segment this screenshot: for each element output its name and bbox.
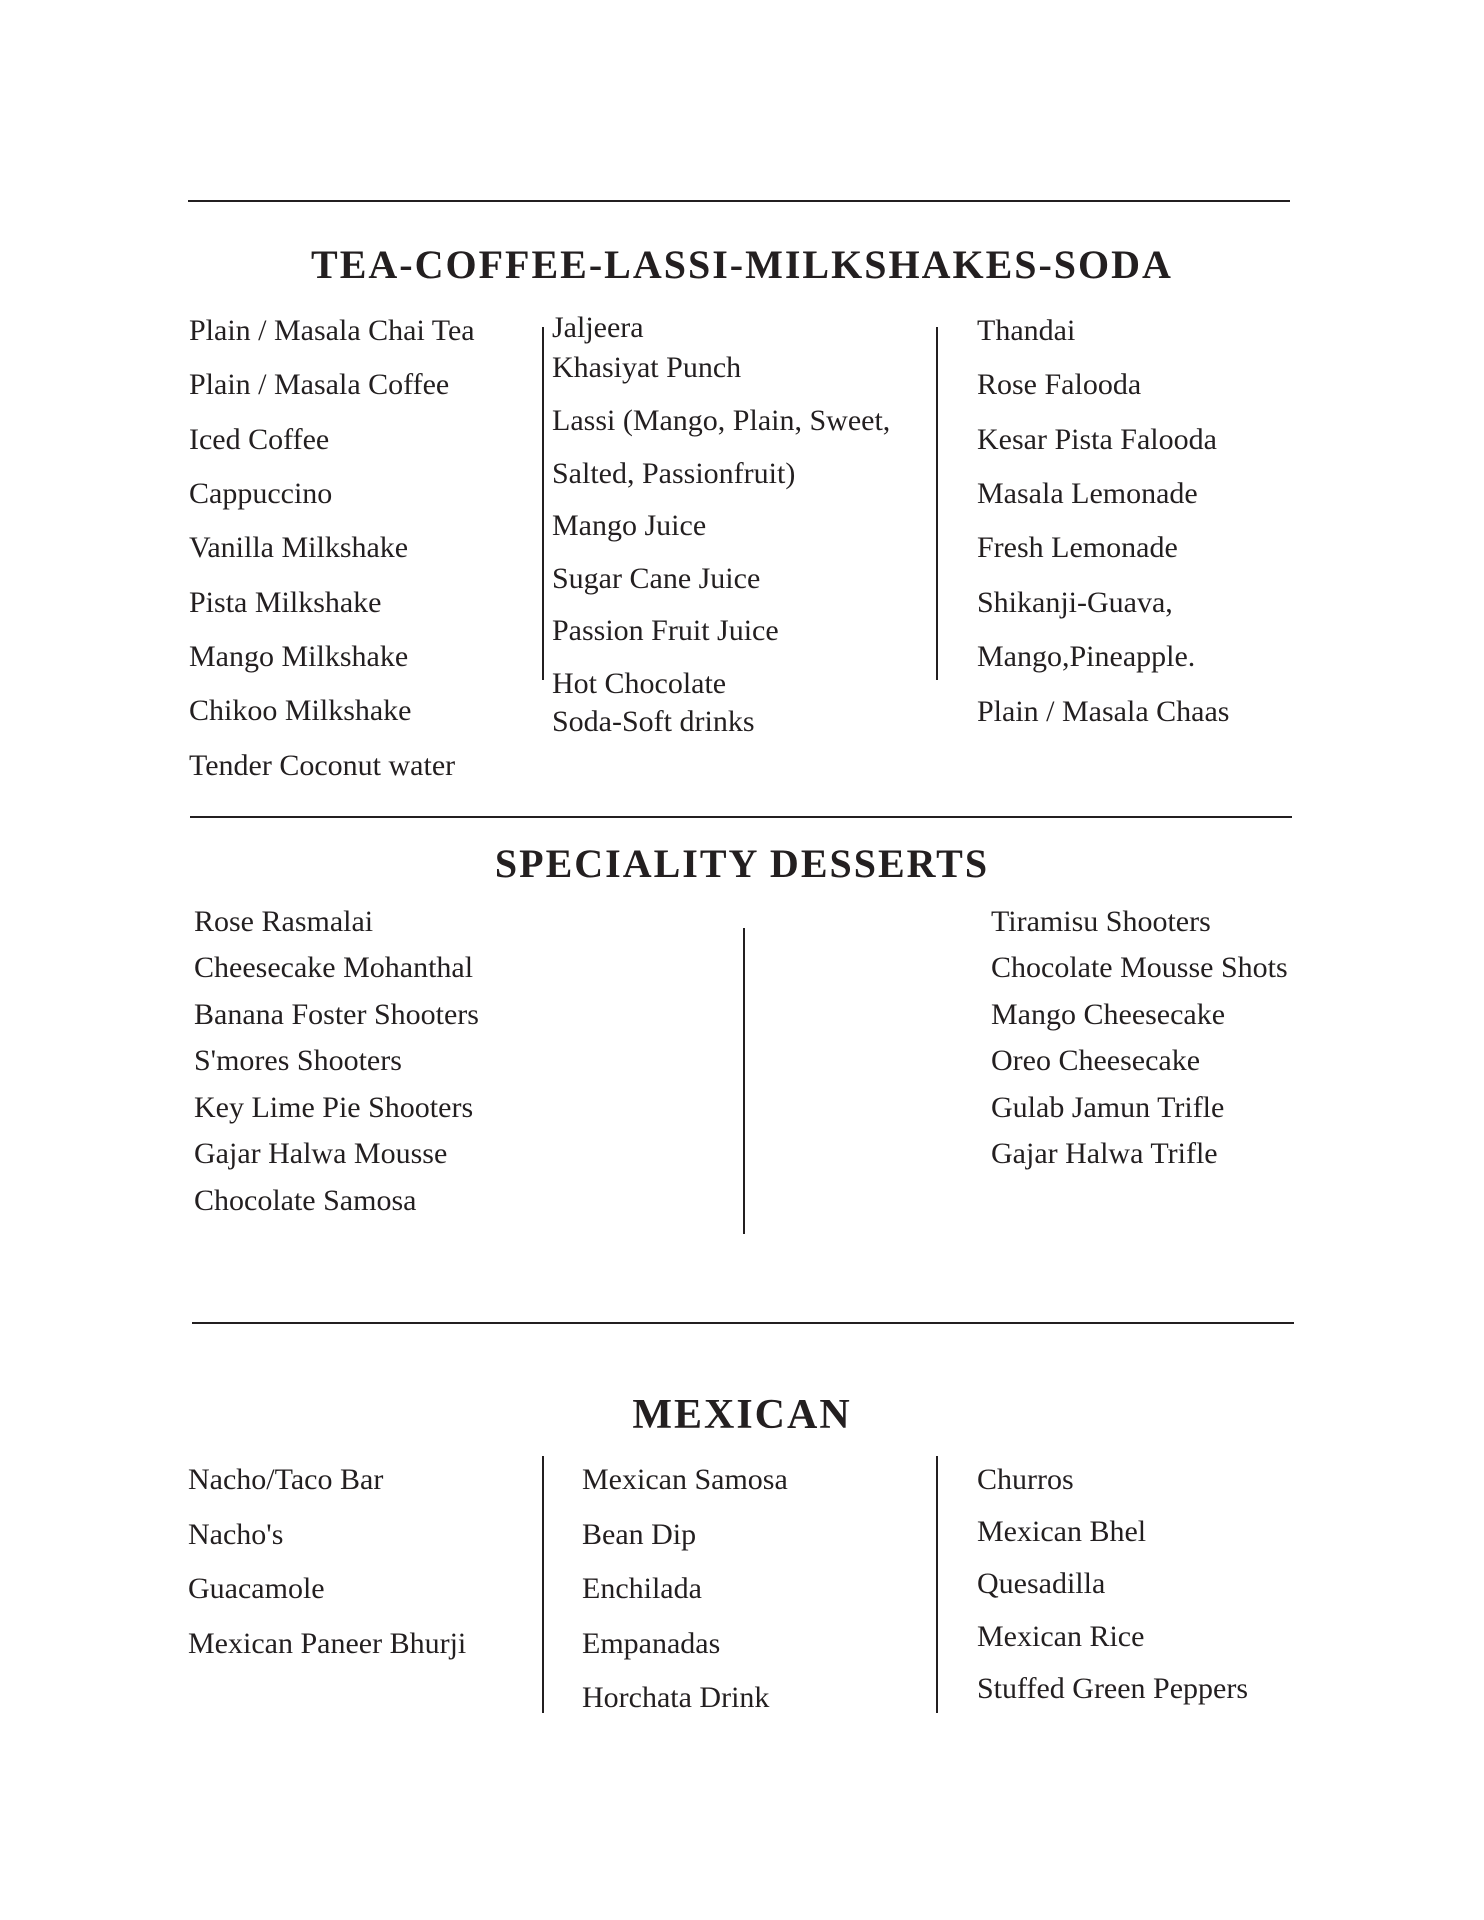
menu-item: Gajar Halwa Mousse	[194, 1137, 448, 1170]
column-divider	[743, 928, 745, 1234]
menu-item: Thandai	[977, 314, 1076, 347]
column-divider	[936, 1456, 938, 1713]
menu-item: Horchata Drink	[582, 1681, 770, 1714]
menu-item: Vanilla Milkshake	[189, 531, 409, 564]
menu-item: Jaljeera	[552, 311, 644, 344]
menu-item: Lassi (Mango, Plain, Sweet,	[552, 404, 891, 437]
menu-item: S'mores Shooters	[194, 1044, 402, 1077]
menu-item: Mexican Samosa	[582, 1463, 788, 1496]
menu-item: Mexican Bhel	[977, 1515, 1147, 1548]
menu-item: Churros	[977, 1463, 1074, 1496]
menu-item: Bean Dip	[582, 1518, 697, 1551]
mexican-title: MEXICAN	[632, 1392, 852, 1438]
menu-item: Nacho's	[188, 1518, 284, 1551]
menu-item: Rose Rasmalai	[194, 905, 374, 938]
menu-item: Enchilada	[582, 1572, 702, 1605]
menu-item: Kesar Pista Falooda	[977, 423, 1217, 456]
menu-item: Key Lime Pie Shooters	[194, 1091, 474, 1124]
menu-item: Salted, Passionfruit)	[552, 457, 796, 490]
column-divider	[936, 327, 938, 680]
section-divider-top	[188, 200, 1290, 202]
menu-item: Fresh Lemonade	[977, 531, 1178, 564]
menu-item: Mexican Paneer Bhurji	[188, 1627, 467, 1660]
menu-item: Shikanji-Guava,	[977, 586, 1173, 619]
menu-item: Chikoo Milkshake	[189, 694, 412, 727]
menu-item: Oreo Cheesecake	[991, 1044, 1201, 1077]
beverages-title: TEA-COFFEE-LASSI-MILKSHAKES-SODA	[311, 242, 1173, 287]
section-divider	[190, 816, 1292, 818]
menu-item: Soda-Soft drinks	[552, 705, 755, 738]
menu-item: Mango Milkshake	[189, 640, 409, 673]
menu-item: Tender Coconut water	[189, 749, 456, 782]
menu-item: Cheesecake Mohanthal	[194, 951, 474, 984]
desserts-title: SPECIALITY DESSERTS	[494, 841, 990, 886]
menu-item: Sugar Cane Juice	[552, 562, 761, 595]
menu-item: Chocolate Mousse Shots	[991, 951, 1288, 984]
menu-item: Stuffed Green Peppers	[977, 1672, 1249, 1705]
menu-item: Guacamole	[188, 1572, 325, 1605]
menu-item: Plain / Masala Chai Tea	[189, 314, 475, 347]
menu-item: Mexican Rice	[977, 1620, 1145, 1653]
menu-item: Banana Foster Shooters	[194, 998, 479, 1031]
menu-item: Khasiyat Punch	[552, 351, 742, 384]
menu-item: Iced Coffee	[189, 423, 330, 456]
column-divider	[542, 1456, 544, 1713]
menu-item: Gajar Halwa Trifle	[991, 1137, 1218, 1170]
menu-item: Chocolate Samosa	[194, 1184, 417, 1217]
menu-item: Rose Falooda	[977, 368, 1142, 401]
column-divider	[542, 327, 544, 680]
menu-item: Hot Chocolate	[552, 667, 727, 700]
menu-item: Mango Cheesecake	[991, 998, 1226, 1031]
menu-item: Cappuccino	[189, 477, 333, 510]
menu-item: Pista Milkshake	[189, 586, 382, 619]
menu-item: Mango,Pineapple.	[977, 640, 1196, 673]
menu-item: Tiramisu Shooters	[991, 905, 1211, 938]
menu-item: Gulab Jamun Trifle	[991, 1091, 1225, 1124]
menu-item: Masala Lemonade	[977, 477, 1198, 510]
menu-item: Empanadas	[582, 1627, 721, 1660]
menu-item: Passion Fruit Juice	[552, 614, 779, 647]
menu-item: Plain / Masala Coffee	[189, 368, 450, 401]
menu-item: Plain / Masala Chaas	[977, 695, 1230, 728]
menu-item: Nacho/Taco Bar	[188, 1463, 384, 1496]
menu-item: Quesadilla	[977, 1567, 1106, 1600]
section-divider	[192, 1322, 1294, 1324]
menu-item: Mango Juice	[552, 509, 707, 542]
